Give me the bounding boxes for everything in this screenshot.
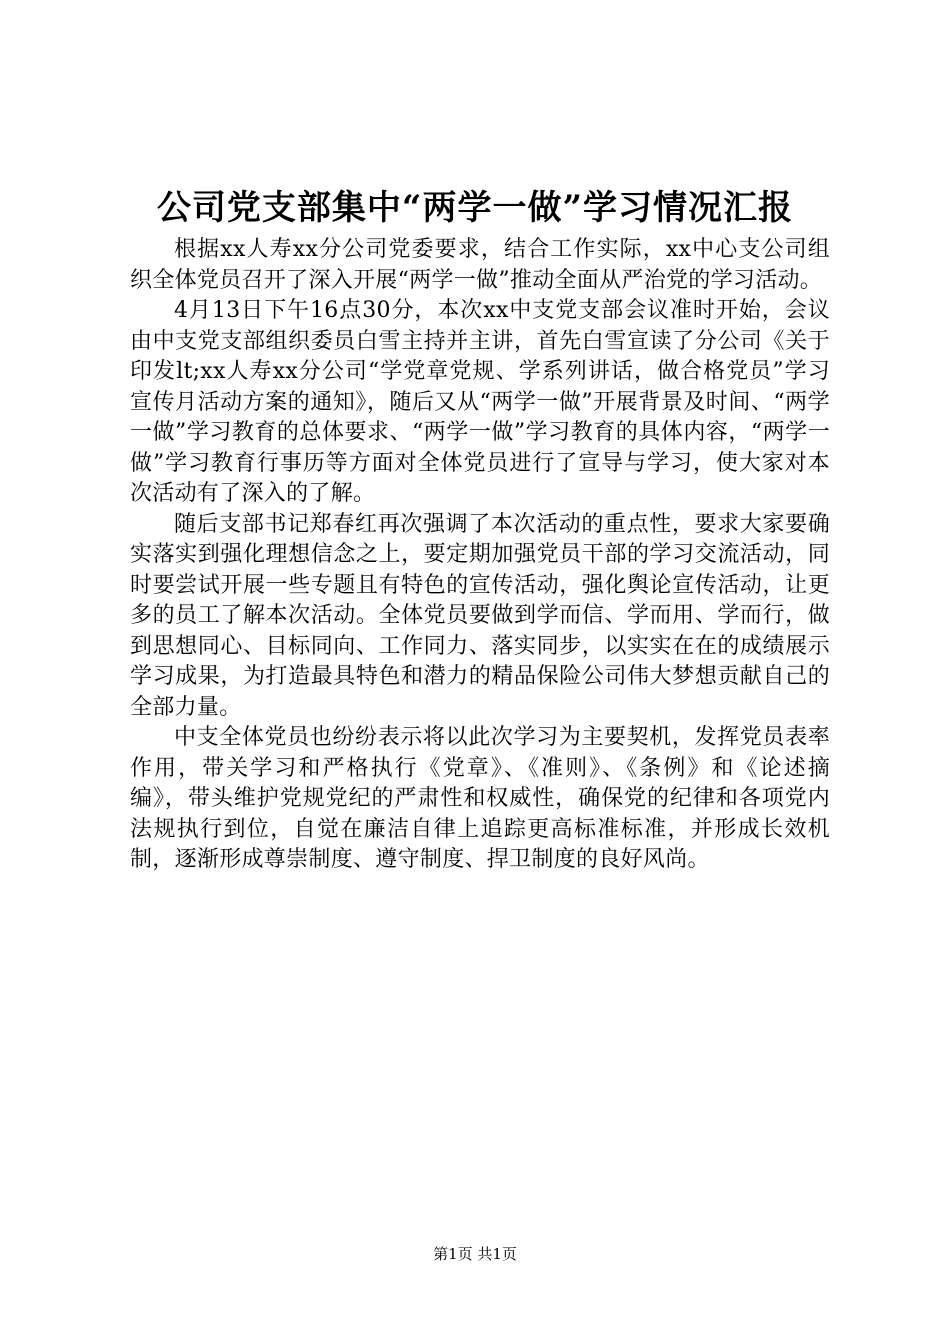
- paragraph-1: 根据xx人寿xx分公司党委要求，结合工作实际，xx中心支公司组织全体党员召开了深入开展“两学一做”推动全面从严治党的学习活动。: [130, 237, 830, 293]
- paragraph-2: 4月13日下午16点30分，本次xx中支党支部会议准时开始，会议由中支党支部组织委员白雪主持并主讲，首先白雪宣读了分公司《关于印发lt;xx人寿xx分公司“学党章党规、学系列讲话，做合格党员”学习宣传月活动方案的通知》，随后又从“两学一做”开展背景及时间、“两学一做”学习教育的总体要求、“两学一做”学习教育的具体内容，“两学一做”学习教育行事历等方面对全体党员进行了宣导与学习，使大家对本次活动有了深入的了解。: [130, 298, 830, 506]
- document-title: 公司党支部集中“两学一做”学习情况汇报: [156, 188, 794, 228]
- document-body: [130, 235, 830, 876]
- paragraph-3: 随后支部书记郑春红再次强调了本次活动的重点性，要求大家要确实落实到强化理想信念之上，要定期加强党员干部的学习交流活动，同时要尝试开展一些专题且有特色的宣传活动，强化舆论宣传活动，让更多的员工了解本次活动。全体党员要做到学而信、学而用、学而行，做到思想同心、目标同向、工作同力、落实同步，以实实在在的成绩展示学习成果，为打造最具特色和潜力的精品保险公司伟大梦想贡献自己的全部力量。: [130, 511, 830, 720]
- paragraph-4: 中支全体党员也纷纷表示将以此次学习为主要契机，发挥党员表率作用，带关学习和严格执行《党章》、《准则》、《条例》和《论述摘编》，带头维护党规党纪的严肃性和权威性，确保党的纪律和各项党内法规执行到位，自觉在廉洁自律上追踪更高标准标准，并形成长效机制，逐渐形成尊崇制度、遵守制度、捍卫制度的良好风尚。: [130, 725, 830, 872]
- page-number-footer: 第1页 共1页: [433, 1245, 517, 1263]
